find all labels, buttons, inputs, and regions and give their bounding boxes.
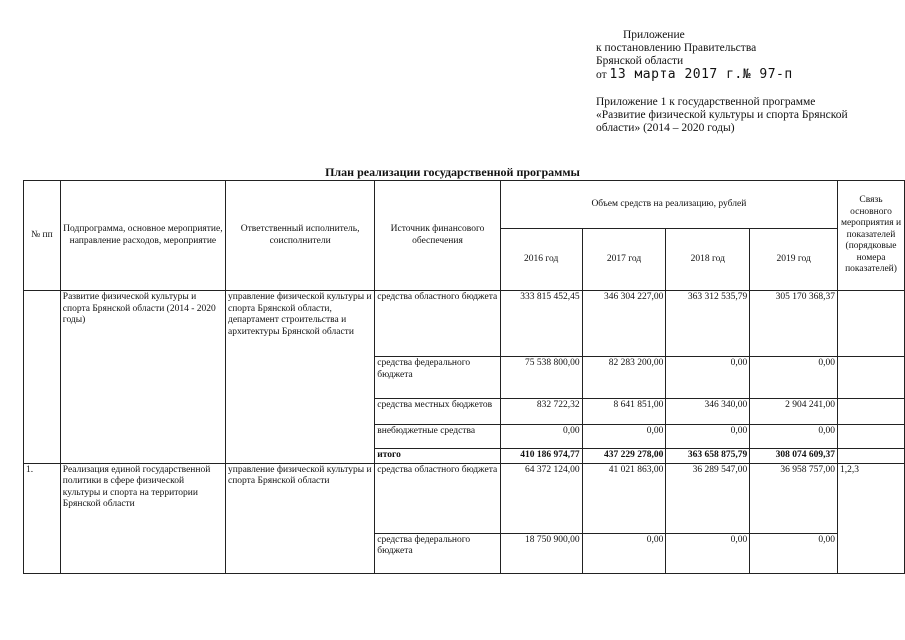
value-cell: 0,00	[500, 425, 582, 449]
program-appendix-line2: «Развитие физической культуры и спорта Брянской	[596, 109, 848, 121]
value-cell: 41 021 863,00	[582, 463, 666, 533]
source-cell: средства областного бюджета	[375, 291, 500, 357]
program-num	[24, 291, 61, 464]
header-executor: Ответственный исполнитель, соисполнители	[225, 181, 374, 291]
appendix-header	[596, 29, 896, 82]
date-prefix: от	[596, 69, 607, 81]
table-row	[24, 463, 905, 533]
header-link: Связь основного мероприятия и показателей (порядковые номера показателей)	[838, 181, 905, 291]
activity-executor: управление физической культуры и спорта Брянской области	[225, 463, 374, 573]
value-cell: 0,00	[666, 533, 750, 573]
link-cell	[838, 357, 905, 399]
link-cell	[838, 449, 905, 464]
value-cell: 36 289 547,00	[666, 463, 750, 533]
appendix-to: к постановлению Правительства	[596, 42, 757, 54]
program-appendix-line3: области» (2014 – 2020 годы)	[596, 122, 735, 134]
header-num: № пп	[24, 181, 61, 291]
header-subprogram: Подпрограмма, основное мероприятие, направление расходов, мероприятие	[60, 181, 225, 291]
value-cell: 346 340,00	[666, 399, 750, 425]
source-cell: средства областного бюджета	[375, 463, 500, 533]
source-cell: средства федерального бюджета	[375, 357, 500, 399]
value-cell: 0,00	[666, 425, 750, 449]
program-name: Развитие физической культуры и спорта Брянской области (2014 - 2020 годы)	[60, 291, 225, 464]
value-cell: 333 815 452,45	[500, 291, 582, 357]
header-year-2018: 2018 год	[666, 229, 750, 291]
source-cell: итого	[375, 449, 500, 464]
value-cell: 8 641 851,00	[582, 399, 666, 425]
value-cell: 0,00	[750, 425, 838, 449]
activity-name: Реализация единой государственной политики в сфере физической культуры и спорта на территории Брянской области	[60, 463, 225, 573]
link-cell	[838, 291, 905, 357]
value-cell: 2 904 241,00	[750, 399, 838, 425]
total-cell: 437 229 278,00	[582, 449, 666, 464]
link-cell	[838, 425, 905, 449]
source-cell: средства местных бюджетов	[375, 399, 500, 425]
table-row	[24, 291, 905, 357]
resolution-date	[596, 68, 896, 82]
date-handwritten: 13 марта 2017 г.№ 97-п	[609, 67, 793, 82]
source-cell: средства федерального бюджета	[375, 533, 500, 573]
value-cell: 305 170 368,37	[750, 291, 838, 357]
header-volume: Объем средств на реализацию, рублей	[500, 181, 837, 229]
program-executor: управление физической культуры и спорта Брянской области, департамент строительства и архитектуры Брянской области	[225, 291, 374, 464]
value-cell: 0,00	[750, 533, 838, 573]
link-cell: 1,2,3	[838, 463, 905, 533]
header-year-2019: 2019 год	[750, 229, 838, 291]
value-cell: 0,00	[582, 425, 666, 449]
value-cell: 346 304 227,00	[582, 291, 666, 357]
value-cell: 832 722,32	[500, 399, 582, 425]
value-cell: 64 372 124,00	[500, 463, 582, 533]
source-cell: внебюджетные средства	[375, 425, 500, 449]
plan-table	[23, 180, 905, 574]
value-cell: 0,00	[750, 357, 838, 399]
value-cell: 18 750 900,00	[500, 533, 582, 573]
region-name: Брянской области	[596, 55, 684, 67]
total-cell: 363 658 875,79	[666, 449, 750, 464]
appendix-label: Приложение	[623, 29, 685, 41]
link-cell	[838, 533, 905, 573]
total-cell: 410 186 974,77	[500, 449, 582, 464]
activity-num: 1.	[24, 463, 61, 573]
header-source: Источник финансового обеспечения	[375, 181, 500, 291]
total-cell: 308 074 609,37	[750, 449, 838, 464]
page-title: План реализации государственной программы	[325, 165, 580, 179]
value-cell: 75 538 800,00	[500, 357, 582, 399]
value-cell: 0,00	[666, 357, 750, 399]
header-year-2016: 2016 год	[500, 229, 582, 291]
header-year-2017: 2017 год	[582, 229, 666, 291]
link-cell	[838, 399, 905, 425]
value-cell: 36 958 757,00	[750, 463, 838, 533]
value-cell: 0,00	[582, 533, 666, 573]
program-appendix-line1: Приложение 1 к государственной программе	[596, 96, 816, 108]
value-cell: 363 312 535,79	[666, 291, 750, 357]
program-appendix-header	[596, 96, 871, 135]
value-cell: 82 283 200,00	[582, 357, 666, 399]
